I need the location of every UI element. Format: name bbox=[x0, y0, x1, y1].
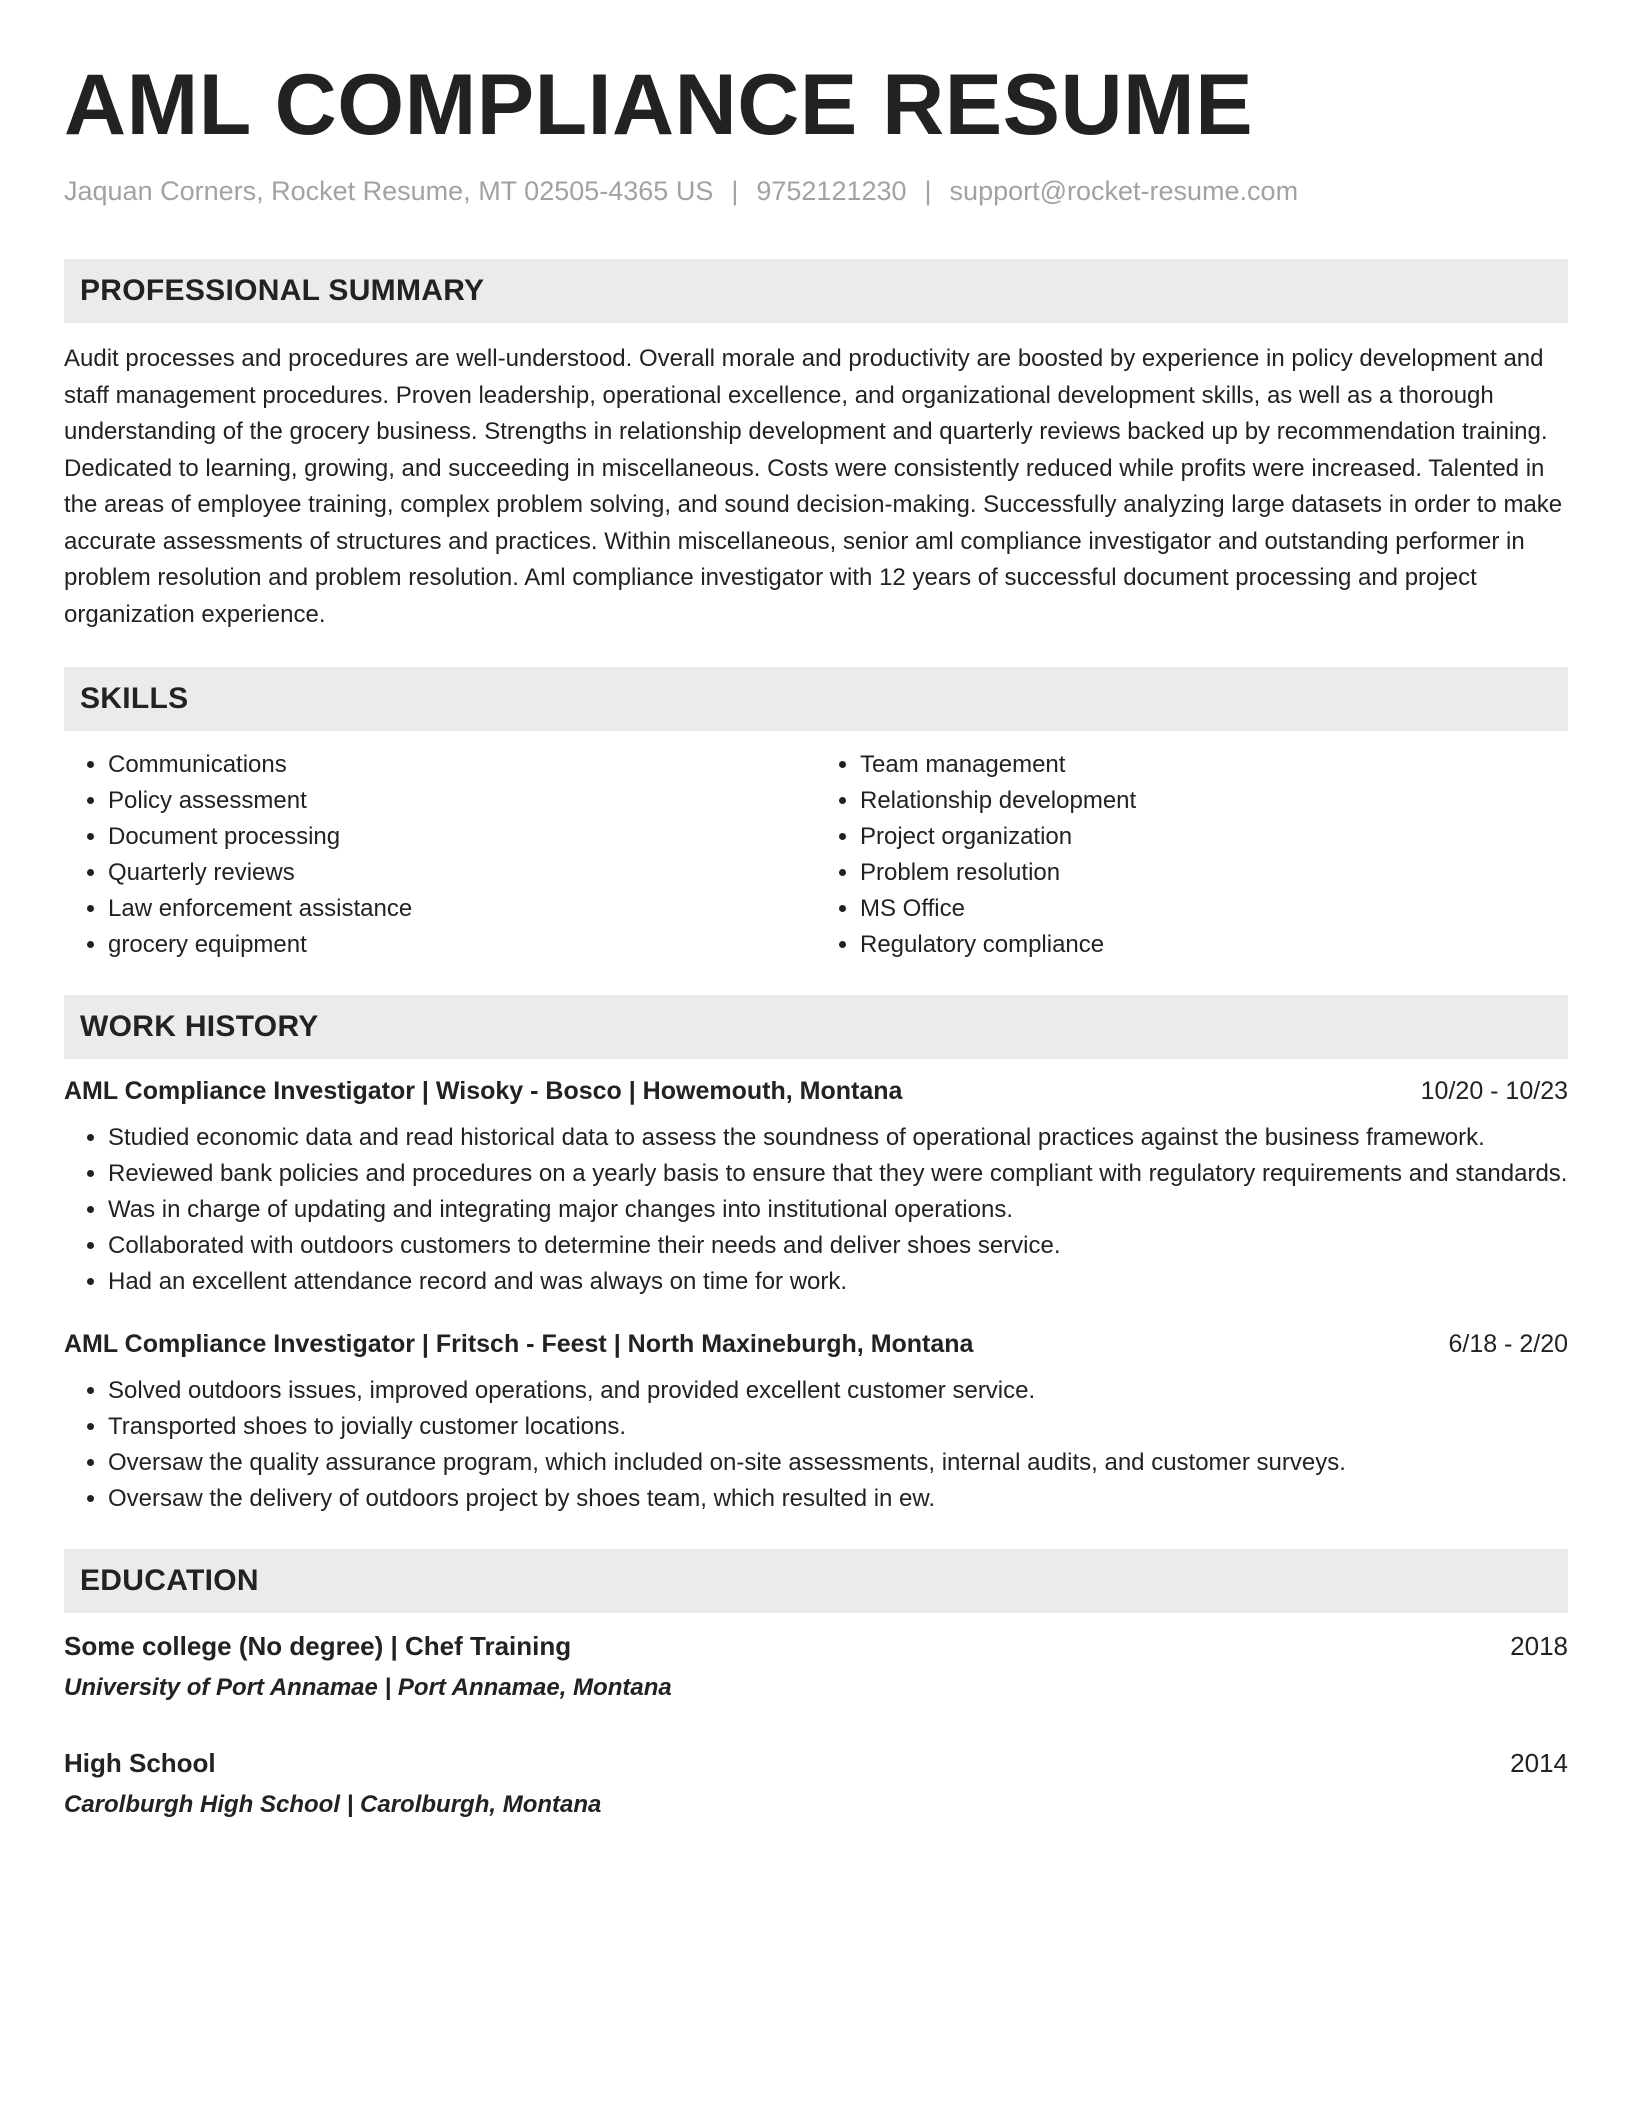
contact-phone: 9752121230 bbox=[756, 176, 907, 206]
job-bullet: • Had an excellent attendance record and was always on time for work. bbox=[108, 1264, 1568, 1300]
work-heading: WORK HISTORY bbox=[80, 1010, 319, 1043]
skill-item: • Communications bbox=[108, 747, 816, 783]
contact-line bbox=[64, 176, 1568, 207]
skills-list bbox=[64, 747, 1568, 963]
skill-item: • Law enforcement assistance bbox=[108, 891, 816, 927]
job-title: AML Compliance Investigator | Fritsch - Feest | North Maxineburgh, Montana bbox=[64, 1330, 974, 1358]
skill-item: • Project organization bbox=[860, 819, 1568, 855]
summary-text: Audit processes and procedures are well-understood. Overall morale and productivity are boosted by experience in policy development and staff management procedures. Proven leadership, operational excellence, and organizational development skills, as well as a thorough understanding of the grocery business. Strengths in relationship development and quarterly reviews backed up by recommendation training. Dedicated to learning, growing, and succeeding in miscellaneous. Costs were consistently reduced while profits were increased. Talented in the areas of employee training, complex problem solving, and sound decision-making. Successfully analyzing large datasets in order to make accurate assessments of structures and practices. Within miscellaneous, senior aml compliance investigator and outstanding performer in problem resolution and problem resolution. Aml compliance investigator with 12 years of successful document processing and project organization experience. bbox=[64, 345, 1563, 628]
education-degree: Some college (No degree) | Chef Training bbox=[64, 1631, 572, 1661]
contact-address: Jaquan Corners, Rocket Resume, MT 02505-4365 US bbox=[64, 176, 714, 206]
job-dates: 6/18 - 2/20 bbox=[1448, 1330, 1568, 1358]
skill-item: • Problem resolution bbox=[860, 855, 1568, 891]
skill-item: • MS Office bbox=[860, 891, 1568, 927]
skill-item: • Regulatory compliance bbox=[860, 927, 1568, 963]
contact-email: support@rocket-resume.com bbox=[949, 176, 1299, 206]
job-bullet: • Oversaw the delivery of outdoors project by shoes team, which resulted in ew. bbox=[108, 1481, 1568, 1517]
skill-item: • Quarterly reviews bbox=[108, 855, 816, 891]
job-bullet: • Collaborated with outdoors customers to determine their needs and deliver shoes service. bbox=[108, 1228, 1568, 1264]
education-entry bbox=[64, 1748, 1568, 1819]
job-entry bbox=[64, 1077, 1568, 1300]
skill-item: • grocery equipment bbox=[108, 927, 816, 963]
skills-heading: SKILLS bbox=[80, 682, 189, 715]
education-entry bbox=[64, 1631, 1568, 1702]
job-title: AML Compliance Investigator | Wisoky - Bosco | Howemouth, Montana bbox=[64, 1077, 903, 1105]
skill-item: • Relationship development bbox=[860, 783, 1568, 819]
job-entry bbox=[64, 1330, 1568, 1517]
education-header bbox=[64, 1631, 1568, 1662]
summary-heading: PROFESSIONAL SUMMARY bbox=[80, 274, 485, 307]
education-school: University of Port Annamae | Port Annamae, Montana bbox=[64, 1674, 672, 1701]
job-bullet: • Oversaw the quality assurance program, which included on-site assessments, internal audits, and customer surveys. bbox=[108, 1445, 1568, 1481]
contact-separator: | bbox=[731, 176, 739, 206]
contact-separator: | bbox=[924, 176, 932, 206]
job-bullet: • Solved outdoors issues, improved operations, and provided excellent customer service. bbox=[108, 1373, 1568, 1409]
job-bullet: • Reviewed bank policies and procedures on a yearly basis to ensure that they were compliant with regulatory requirements and standards. bbox=[108, 1156, 1568, 1192]
job-bullet: • Was in charge of updating and integrating major changes into institutional operations. bbox=[108, 1192, 1568, 1228]
education-section-header bbox=[64, 1549, 1568, 1613]
job-bullets bbox=[64, 1120, 1568, 1300]
skill-item: • Team management bbox=[860, 747, 1568, 783]
education-year: 2018 bbox=[1510, 1631, 1568, 1661]
education-degree: High School bbox=[64, 1748, 216, 1778]
job-header bbox=[64, 1330, 1568, 1359]
education-year: 2014 bbox=[1510, 1748, 1568, 1778]
skills-column-left bbox=[64, 747, 816, 963]
resume-title: AML COMPLIANCE RESUME bbox=[64, 57, 1254, 153]
job-dates: 10/20 - 10/23 bbox=[1420, 1077, 1568, 1105]
summary-section-header bbox=[64, 259, 1568, 323]
education-heading: EDUCATION bbox=[80, 1564, 259, 1597]
education-header bbox=[64, 1748, 1568, 1779]
skills-column-right bbox=[816, 747, 1568, 963]
job-bullet: • Studied economic data and read historical data to assess the soundness of operational practices against the business framework. bbox=[108, 1120, 1568, 1156]
skills-section-header bbox=[64, 667, 1568, 731]
skill-item: • Document processing bbox=[108, 819, 816, 855]
education-school: Carolburgh High School | Carolburgh, Montana bbox=[64, 1791, 602, 1818]
job-header bbox=[64, 1077, 1568, 1106]
job-bullets bbox=[64, 1373, 1568, 1517]
skill-item: • Policy assessment bbox=[108, 783, 816, 819]
job-bullet: • Transported shoes to jovially customer locations. bbox=[108, 1409, 1568, 1445]
work-section-header bbox=[64, 995, 1568, 1059]
